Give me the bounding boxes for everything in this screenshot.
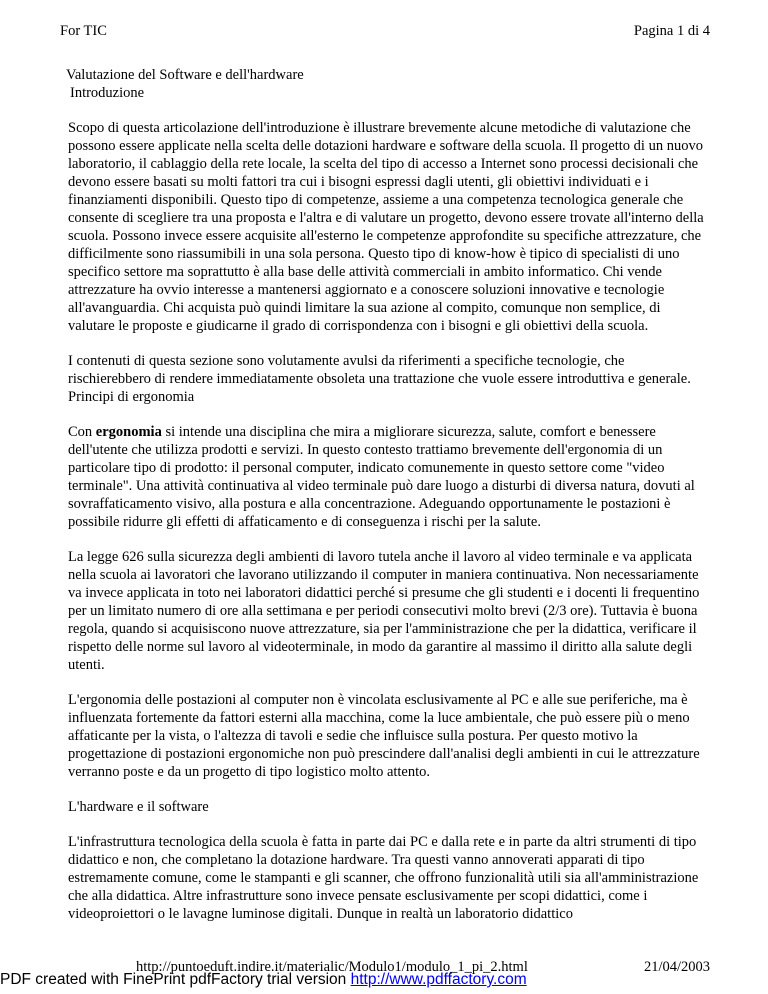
watermark-text: PDF created with FinePrint pdfFactory trial version: [0, 971, 351, 988]
paragraph-ergo-3: L'ergonomia delle postazioni al computer non è vincolata esclusivamente al PC e alle sue periferiche, ma è influenzata fortemente da fattori esterni alla macchina, come la luce ambientale, che può essere più o meno affaticante per la vista, o l'altezza di tavoli e sedie che influisce sulla postura. Per questo motivo la progettazione di postazioni ergonomiche non può prescindere dall'analisi degli ambienti in cui le attrezzature verranno poste e da un progetto di tipo logistico molto attento.: [68, 692, 700, 780]
paragraph-intro-1: Scopo di questa articolazione dell'introduzione è illustrare brevemente alcune metodiche di valutazione che possono essere applicate nella scelta delle dotazioni hardware e software della scuola. Il progetto di un nuovo laboratorio, il cablaggio della rete locale, la scelta del tipo di accesso a Internet sono processi decisionali che devono essere basati su molti fattori tra cui i bisogni espressi dagli utenti, gli obiettivi individuati e i finanziamenti disponibili. Questo tipo di competenze, assieme a una competenza tecnologica generale che consente di scegliere tra una proposta e l'altra e di valutare un progetto, devono essere trovate all'interno della scuola. Possono invece essere acquisite all'esterno le competenze approfondite su specifiche attrezzature, che difficilmente sono riassumibili in una sola persona. Questo tipo di know-how è tipico di specialisti di uno specifico settore ma soprattutto è alla base delle attività commerciali in ambito informatico. Chi vende attrezzature ha ovvio interesse a mantenersi aggiornato e a conoscere soluzioni innovative e tecnologie all'avanguardia. Chi acquista può quindi limitare la sua azione al compito, comunque non semplice, di valutare le proposte e giudicarne il grado di corrispondenza con i bisogni e gli obiettivi della scuola.: [68, 120, 704, 334]
document-title: Valutazione del Software e dell'hardware: [66, 67, 304, 83]
header-left: For TIC: [60, 23, 107, 39]
paragraph-ergo-1: [68, 423, 704, 531]
section-heading-hardware-software: L'hardware e il software: [68, 799, 209, 815]
paragraph-ergo-1-pre: Con: [68, 424, 96, 440]
footer-url: http://puntoeduft.indire.it/materialic/Modulo1/modulo_1_pi_2.html: [136, 959, 528, 975]
section-heading-ergonomia: Principi di ergonomia: [68, 389, 195, 405]
paragraph-hw-1: L'infrastruttura tecnologica della scuola è fatta in parte dai PC e dalla rete e in parte da altri strumenti di tipo didattico e non, che completano la dotazione hardware. Tra questi vanno annoverati apparati di tipo estremamente comune, come le stampanti e gli scanner, che offrono funzionalità utili sia all'amministrazione che alla didattica. Altre infrastrutture sono invece pensate esclusivamente per scopi didattici, come i videoproiettori o le lavagne luminose digitali. Dunque in realtà un laboratorio didattico: [68, 834, 699, 922]
paragraph-ergo-2: La legge 626 sulla sicurezza degli ambienti di lavoro tutela anche il lavoro al video terminale e va applicata nella scuola ai lavoratori che lavorano utilizzando il computer in maniera continuativa. Non necessariamente va invece applicata in toto nei laboratori didattici perché si presume che gli studenti e i docenti li frequentino per un limitato numero di ore alla settimana e per periodi consecutivi molto brevi (2/3 ore). Tuttavia è buona regola, quando si acquisiscono nuove attrezzature, sia per l'amministrazione che per la didattica, verificare il rispetto delle norme sul lavoro al videoterminale, in modo da garantire al massimo il diritto alla salute degli utenti.: [68, 549, 700, 673]
paragraph-intro-2: I contenuti di questa sezione sono volutamente avulsi da riferimenti a specifiche tecnologie, che rischierebbero di rendere immediatamente obsoleta una trattazione che vuole essere introduttiva e generale.: [68, 353, 691, 387]
paragraph-ergo-1-post: si intende una disciplina che mira a migliorare sicurezza, salute, comfort e benessere dell'utente che utilizza prodotti e servizi. In questo contesto trattiamo brevemente dell'ergonomia di un particolare tipo di prodotto: il personal computer, indicato comunemente in questo settore come "video terminale". Una attività continuativa al video terminale può dare luogo a disturbi di diversa natura, dovuti al sovraffaticamento visivo, alla postura e alla concentrazione. Adeguando opportunamente le postazioni è possibile ridurre gli effetti di affaticamento e di conseguenza i rischi per la salute.: [68, 424, 695, 530]
section-heading-introduzione: Introduzione: [70, 85, 145, 101]
footer-date: 21/04/2003: [643, 959, 710, 975]
document-body: [68, 66, 704, 940]
page-number: Pagina 1 di 4: [633, 23, 710, 39]
pdf-watermark: [0, 970, 527, 990]
term-ergonomia: ergonomia: [95, 424, 162, 440]
watermark-link[interactable]: http://www.pdffactory.com: [350, 971, 527, 988]
